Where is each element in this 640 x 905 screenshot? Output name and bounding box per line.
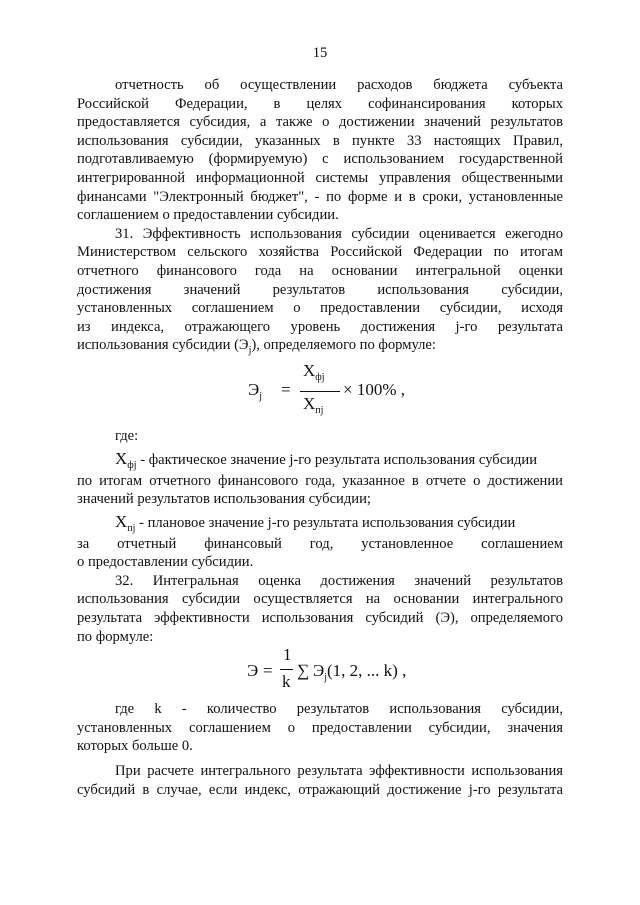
text-line: где k - количество результатов использования субсидии, xyxy=(115,701,563,718)
text-line: субсидий в случае, если индекс, отражающий достижение j-го результата xyxy=(77,781,563,798)
text-line: о предоставлении субсидии. xyxy=(77,554,254,571)
text-line: $X_{пj}$ - плановое значение j-го результата использования субсидии xyxy=(115,511,516,534)
text-line: Министерством сельского хозяйства Российской Федерации по итогам xyxy=(77,244,563,261)
text-line: по итогам отчетного финансового года, указанное в отчете о достижении xyxy=(77,472,563,489)
paragraph-k-definition xyxy=(77,700,563,756)
formula-integral-efficiency: Э = 1 k ∑ $Э_j(1$, 2, ... k) , xyxy=(247,645,407,692)
text-line: отчетность об осуществлении расходов бюджета субъекта xyxy=(115,77,563,93)
text-line: достижения значений результатов использования субсидии, xyxy=(77,281,563,298)
page-number: 15 xyxy=(312,45,328,61)
text-line: предоставляется субсидия, а также о достижении значений результатов xyxy=(77,114,563,131)
where-label: где: xyxy=(115,427,139,444)
definition-actual xyxy=(77,446,563,509)
paragraph-31 xyxy=(77,225,563,355)
text-line: за отчетный финансовый год, установленное соглашением xyxy=(77,535,563,552)
text-line: по формуле: xyxy=(77,628,154,645)
text-line: Российской Федерации, в целях софинансирования которых xyxy=(77,95,563,112)
text-line: использования субсидии, указанных в пункте 33 настоящих Правил, xyxy=(77,132,563,149)
text-line: $X_{фj}$ - фактическое значение j-го результата использования субсидии xyxy=(115,448,538,471)
paragraph-integral-calc xyxy=(77,762,563,799)
text-line: из индекса, отражающего уровень достижения j-го результата xyxy=(77,318,563,335)
text-line: 32. Интегральная оценка достижения значений результатов xyxy=(115,572,563,589)
text-line: установленных соглашением о предоставлении субсидии, исходя xyxy=(77,300,563,317)
text-line: соглашением о предоставлении субсидии. xyxy=(77,207,339,224)
text-line: подготавливаемую (формируемую) с использованием государственной xyxy=(77,151,563,168)
definition-planned xyxy=(77,509,563,572)
text-line: При расчете интегрального результата эффективности использования xyxy=(115,763,563,780)
text-line: использования субсидии осуществляется на основании интегрального xyxy=(77,591,563,608)
text-line: которых больше 0. xyxy=(77,738,193,755)
text-line: значений результатов использования субсидии; xyxy=(77,491,371,508)
paragraph-1 xyxy=(77,76,563,225)
text-line: финансами "Электронный бюджет", - по форме и в сроки, установленные xyxy=(77,188,563,205)
formula-efficiency-index: $Э_j$ = $X_{фj}$ $X_{пj}$ × 100% , xyxy=(248,360,405,416)
text-line: использования субсидии $(Э_j)$, определяемого по формуле: xyxy=(77,337,436,357)
text-line: результата эффективности использования субсидий (Э), определяемого xyxy=(77,610,563,627)
text-line: установленных соглашением о предоставлении субсидии, значения xyxy=(77,719,563,736)
text-line: интегрированной информационной системы управления общественными xyxy=(77,169,563,186)
text-line: отчетного финансового года на основании интегральной оценки xyxy=(77,262,563,279)
text-line: 31. Эффективность использования субсидии оценивается ежегодно xyxy=(115,225,563,242)
paragraph-32 xyxy=(77,572,563,646)
document-body xyxy=(77,76,563,799)
